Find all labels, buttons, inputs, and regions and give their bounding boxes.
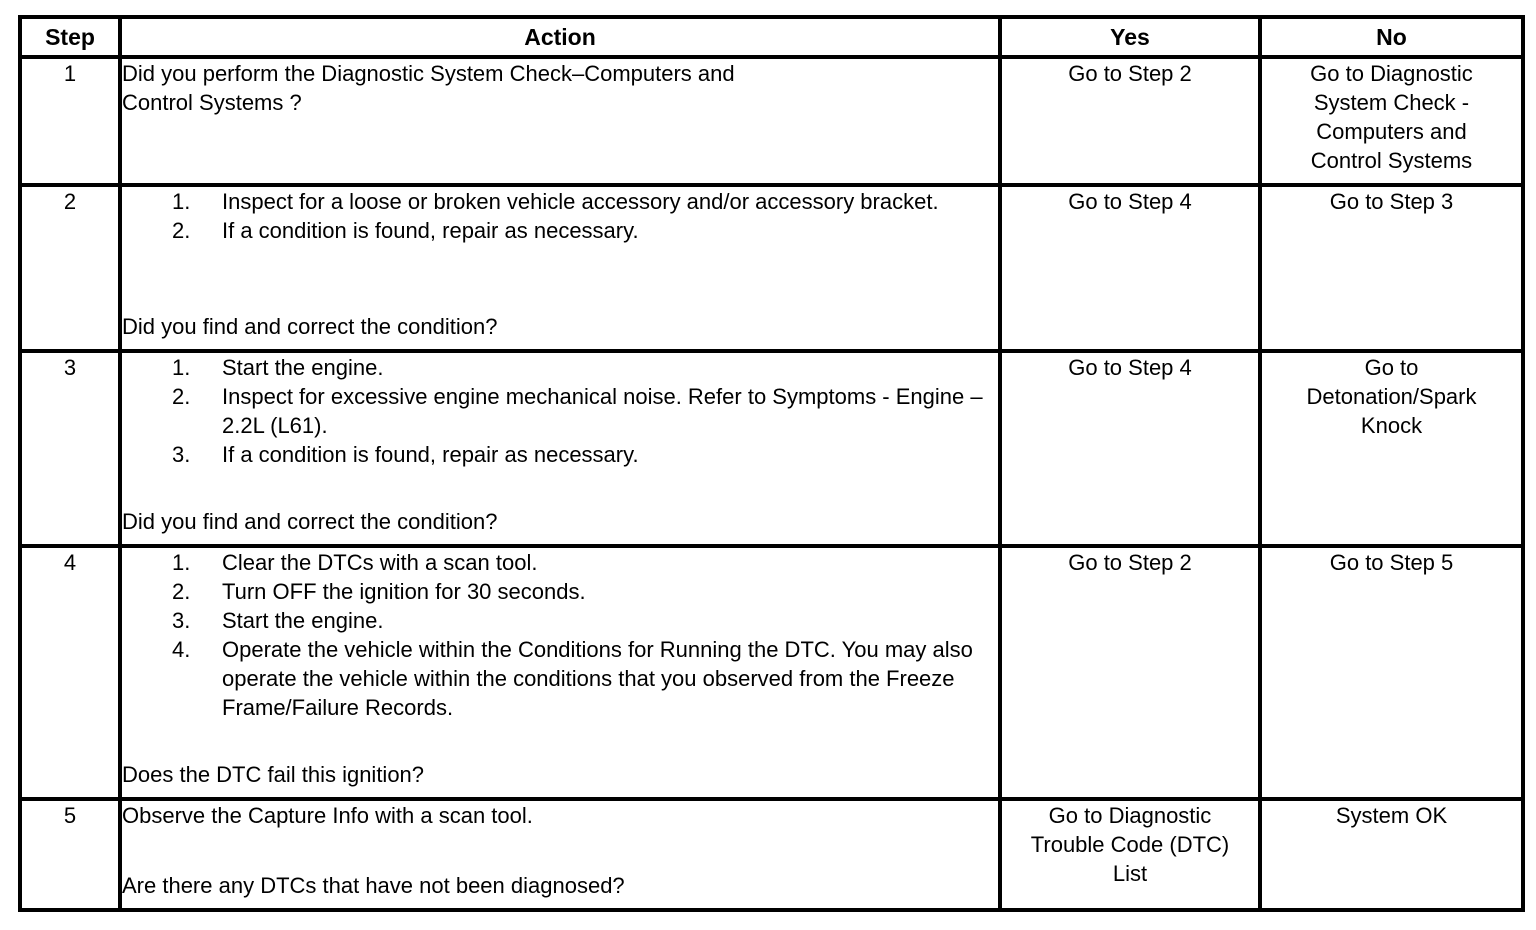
header-no: No — [1260, 17, 1523, 57]
action-intro: Observe the Capture Info with a scan tool. — [122, 803, 533, 828]
list-item: 2. Turn OFF the ignition for 30 seconds. — [172, 579, 586, 604]
action-question: Does the DTC fail this ignition? — [122, 762, 425, 787]
no-outcome: System OK — [1260, 799, 1523, 910]
action-steps-list — [122, 548, 998, 722]
list-item: 4. Operate the vehicle within the Conditions for Running the DTC. You may also operate the vehicle within the conditions that you observed from the Freeze Frame/Failure Records. — [172, 637, 973, 720]
list-item: 2. Inspect for excessive engine mechanical noise. Refer to Symptoms - Engine – 2.2L (L61). — [172, 384, 983, 438]
table-row — [20, 351, 1523, 546]
action-question: Did you find and correct the condition? — [122, 314, 498, 339]
header-row — [20, 17, 1523, 57]
action-cell — [120, 546, 1000, 799]
yes-outcome: Go to Diagnostic Trouble Code (DTC) List — [1000, 799, 1260, 910]
no-outcome: Go to Step 5 — [1260, 546, 1523, 799]
list-item: 1. Inspect for a loose or broken vehicle accessory and/or accessory bracket. — [172, 189, 939, 214]
header-step: Step — [20, 17, 120, 57]
action-steps-list — [122, 353, 998, 469]
action-cell — [120, 351, 1000, 546]
header-action: Action — [120, 17, 1000, 57]
table-row — [20, 546, 1523, 799]
action-cell — [120, 57, 1000, 185]
table-row — [20, 57, 1523, 185]
step-number: 4 — [20, 546, 120, 799]
list-item: 3. Start the engine. — [172, 608, 384, 633]
action-question: Did you find and correct the condition? — [122, 509, 498, 534]
yes-outcome: Go to Step 4 — [1000, 185, 1260, 351]
list-item: 1. Clear the DTCs with a scan tool. — [172, 550, 538, 575]
yes-outcome: Go to Step 2 — [1000, 57, 1260, 185]
action-steps-list — [122, 187, 998, 245]
step-number: 2 — [20, 185, 120, 351]
header-yes: Yes — [1000, 17, 1260, 57]
action-cell — [120, 799, 1000, 910]
step-number: 5 — [20, 799, 120, 910]
action-cell — [120, 185, 1000, 351]
table-row — [20, 799, 1523, 910]
action-intro: Did you perform the Diagnostic System Check–Computers and Control Systems ? — [122, 61, 735, 115]
action-question: Are there any DTCs that have not been diagnosed? — [122, 873, 625, 898]
list-item: 2. If a condition is found, repair as necessary. — [172, 218, 639, 243]
diagnostic-table — [18, 15, 1525, 912]
table-row — [20, 185, 1523, 351]
no-outcome: Go to Detonation/Spark Knock — [1260, 351, 1523, 546]
no-outcome: Go to Diagnostic System Check - Computers and Control Systems — [1260, 57, 1523, 185]
list-item: 1. Start the engine. — [172, 355, 384, 380]
list-item: 3. If a condition is found, repair as necessary. — [172, 442, 639, 467]
no-outcome: Go to Step 3 — [1260, 185, 1523, 351]
yes-outcome: Go to Step 2 — [1000, 546, 1260, 799]
step-number: 1 — [20, 57, 120, 185]
step-number: 3 — [20, 351, 120, 546]
yes-outcome: Go to Step 4 — [1000, 351, 1260, 546]
